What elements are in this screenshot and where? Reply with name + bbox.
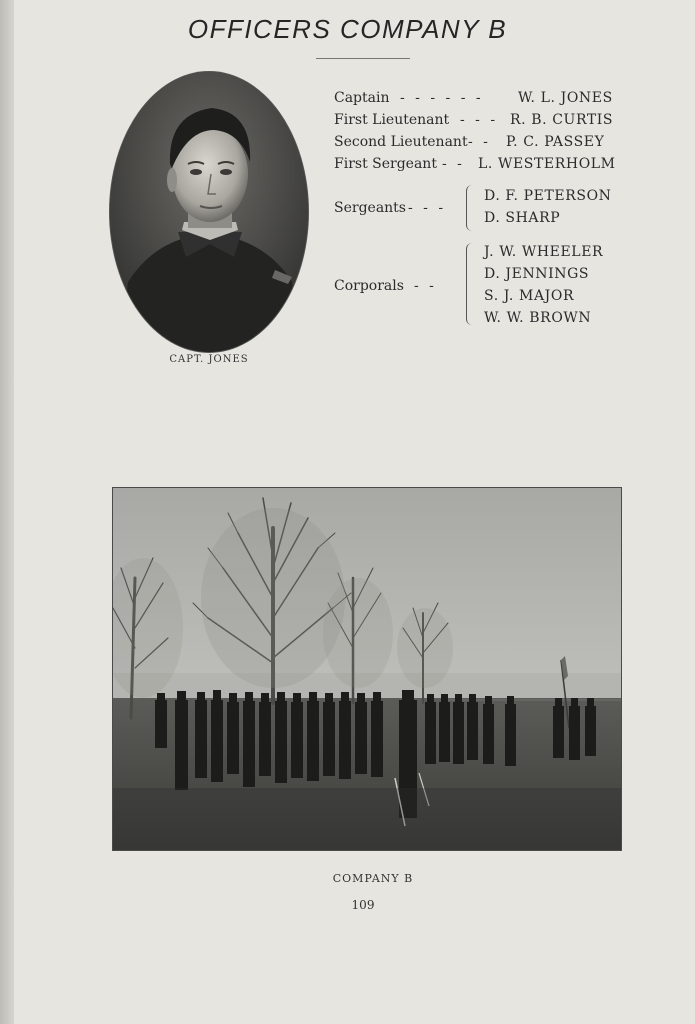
sergeant-name: D. F. PETERSON <box>484 188 612 204</box>
leader-dashes: - - - <box>408 200 447 216</box>
leader-dashes: - - - <box>460 112 499 128</box>
corporal-name: S. J. MAJOR <box>484 288 575 304</box>
rank-label: First Lieutenant <box>334 112 450 128</box>
rank-label: Corporals <box>334 278 404 294</box>
officer-name: W. L. JONES <box>518 90 613 106</box>
rank-label: Sergeants <box>334 200 406 216</box>
company-photograph <box>112 487 622 851</box>
company-photo-image <box>113 488 621 850</box>
officer-name: R. B. CURTIS <box>510 112 614 128</box>
page-number: 109 <box>351 898 375 912</box>
leader-dashes: - - - - - - <box>400 90 484 106</box>
corporal-name: D. JENNINGS <box>484 266 590 282</box>
page-title: OFFICERS COMPANY B <box>187 14 508 44</box>
officer-name: L. WESTERHOLM <box>478 156 616 172</box>
rank-label: First Sergeant <box>334 156 437 172</box>
rank-label: Captain <box>334 90 390 106</box>
portrait-image <box>110 72 308 352</box>
leader-dashes: - - <box>468 134 491 150</box>
corporal-name: J. W. WHEELER <box>484 244 604 260</box>
sergeants-brace <box>466 185 473 231</box>
photo-caption: COMPANY B <box>332 872 414 885</box>
leader-dashes: - - <box>442 156 465 172</box>
officer-name: P. C. PASSEY <box>506 134 605 150</box>
corporal-name: W. W. BROWN <box>484 310 592 326</box>
sergeant-name: D. SHARP <box>484 210 561 226</box>
page-edge <box>0 0 14 1024</box>
corporals-brace <box>466 243 473 325</box>
leader-dashes: - - <box>414 278 437 294</box>
captain-portrait <box>110 72 308 352</box>
portrait-caption: CAPT. JONES <box>169 354 249 365</box>
title-rule <box>316 58 410 59</box>
rank-label: Second Lieutenant <box>334 134 468 150</box>
